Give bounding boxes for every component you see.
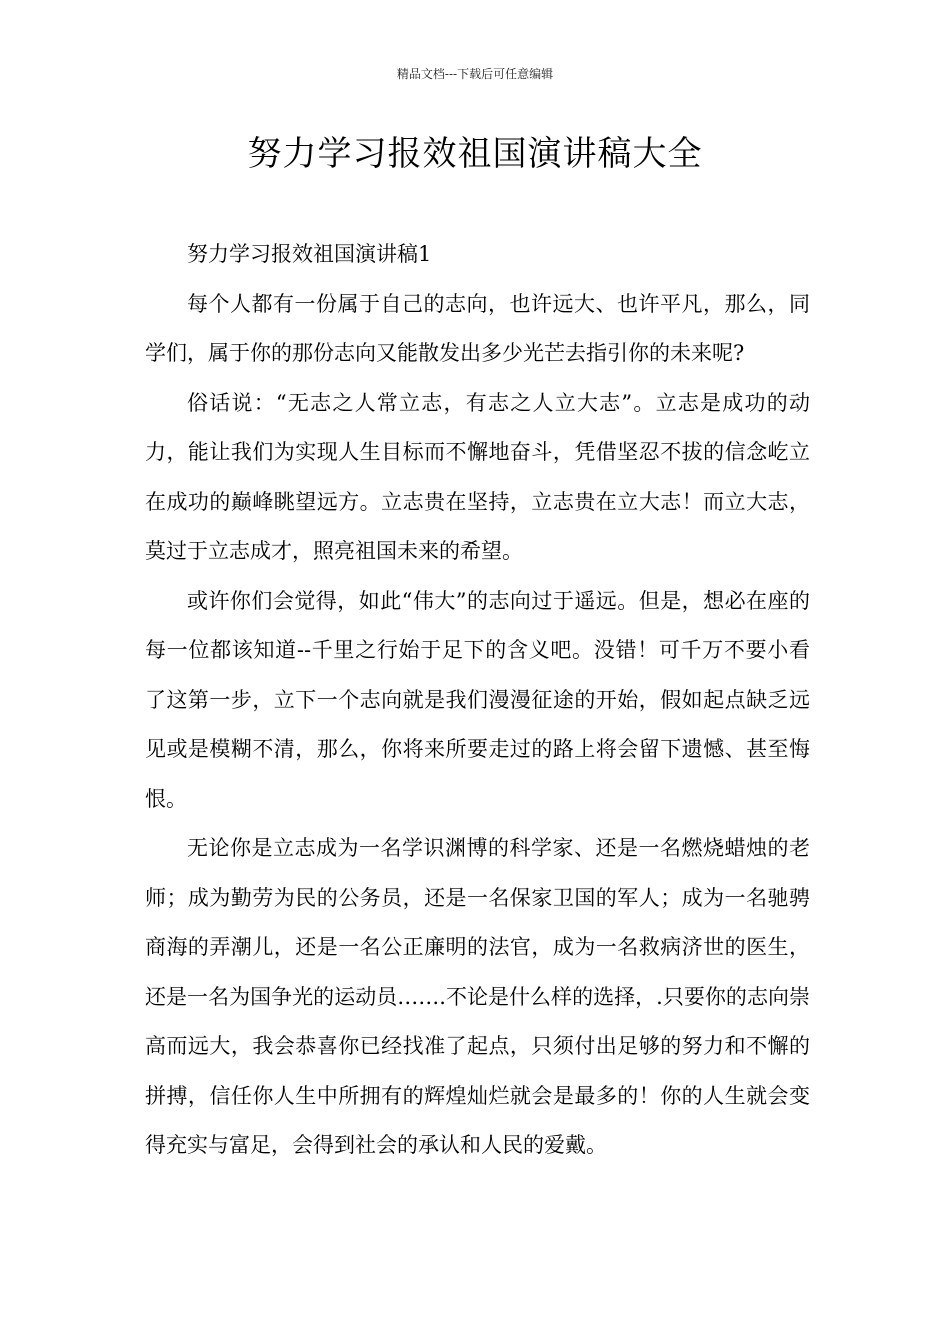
paragraph-4: 无论你是立志成为一名学识渊博的科学家、还是一名燃烧蜡烛的老师；成为勤劳为民的公务员，还是一名保家卫国的军人；成为一名驰骋商海的弄潮儿，还是一名公正廉明的法官，成为一名救病济世的医生，还是一名为国争光的运动员…….不论是什么样的选择，.只要你的志向崇高而远大，我会恭喜你已经找准了起点，只须付出足够的努力和不懈的拼搏，信任你人生中所拥有的辉煌灿烂就会是最多的！你的人生就会变得充实与富足，会得到社会的承认和人民的爱戴。 [145,836,810,1157]
paragraph-3: 或许你们会觉得，如此“伟大”的志向过于遥远。但是，想必在座的每一位都该知道--千里之行始于足下的含义吧。没错！可千万不要小看了这第一步，立下一个志向就是我们漫漫征途的开始，假如起点缺乏远见或是模糊不清，那么，你将来所要走过的路上将会留下遗憾、甚至悔恨。 [145,588,810,811]
page-header: 精品文档---下载后可任意编辑 [396,67,554,81]
paragraph-1: 每个人都有一份属于自己的志向，也许远大、也许平凡，那么，同学们，属于你的那份志向又能散发出多少光芒去指引你的未来呢? [145,291,810,365]
paragraph-2: 俗话说：“无志之人常立志，有志之人立大志”。立志是成功的动力，能让我们为实现人生目标而不懈地奋斗，凭借坚忍不拔的信念屹立在成功的巅峰眺望远方。立志贵在坚持，立志贵在立大志！而立大志，莫过于立志成才，照亮祖国未来的希望。 [145,390,810,563]
speech-subtitle: 努力学习报效祖国演讲稿1 [187,242,432,266]
document-body [145,230,810,1171]
document-title: 努力学习报效祖国演讲稿大全 [247,134,703,174]
